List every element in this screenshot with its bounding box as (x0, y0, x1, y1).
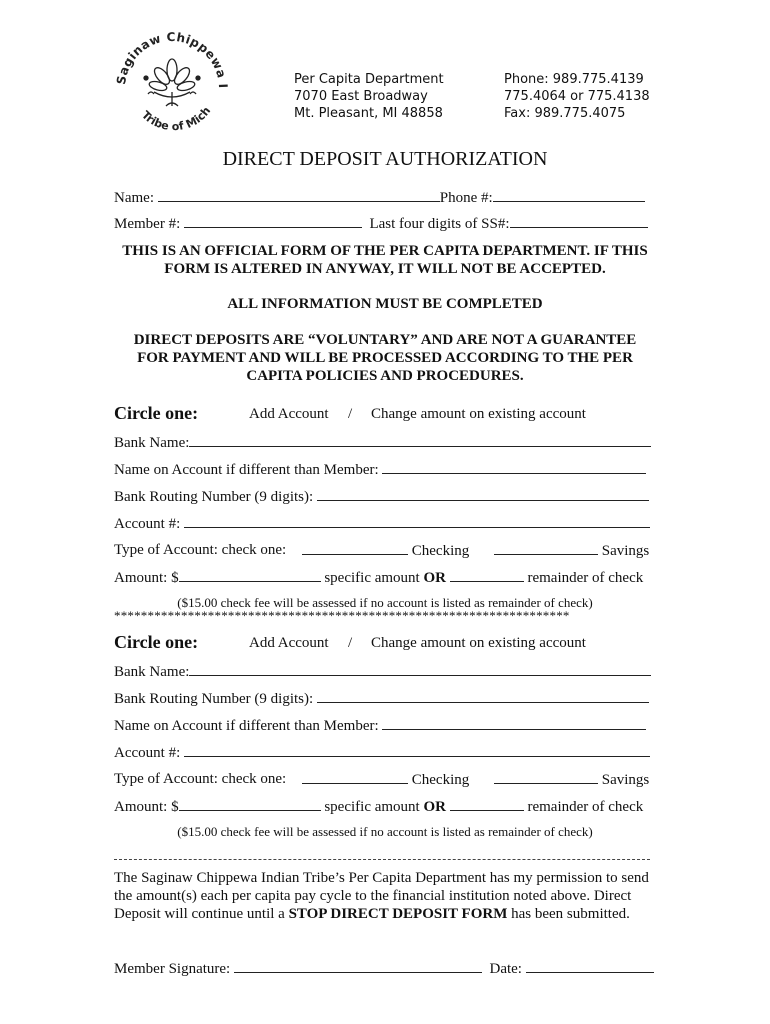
account-type-label: Type of Account: check one: (114, 771, 287, 787)
name-label: Name: (114, 190, 154, 206)
savings-label: Savings (601, 772, 650, 788)
account-type-row (114, 541, 286, 559)
bank-name-row (114, 433, 651, 452)
bank-name-field[interactable] (189, 433, 651, 447)
official-notice-line: FORM IS ALTERED IN ANYWAY, IT WILL NOT BE ACCEPTED. (164, 261, 606, 277)
routing-label: Bank Routing Number (9 digits): (114, 691, 314, 707)
contact-line: Fax: 989.775.4075 (504, 106, 626, 121)
ss-label: Last four digits of SS#: (369, 216, 510, 232)
all-info-notice: ALL INFORMATION MUST BE COMPLETED (227, 296, 543, 312)
add-account-option[interactable]: Add Account (249, 406, 329, 422)
authorization-line (114, 905, 630, 923)
name-on-account-row (114, 716, 646, 735)
circle-one-label: Circle one: (114, 403, 199, 423)
amount-label: Amount: $ (114, 799, 179, 815)
voluntary-notice-line: FOR PAYMENT AND WILL BE PROCESSED ACCORDING TO THE PER (137, 350, 633, 366)
bank-name-field[interactable] (189, 662, 651, 676)
fee-note: ($15.00 check fee will be assessed if no account is listed as remainder of check) (177, 824, 593, 839)
contact-line: Phone: 989.775.4139 (504, 72, 644, 87)
change-amount-option[interactable]: Change amount on existing account (371, 635, 586, 651)
remainder-label: remainder of check (527, 570, 644, 586)
routing-field[interactable] (317, 487, 649, 501)
date-label: Date: (489, 961, 522, 977)
account-number-field[interactable] (184, 514, 650, 528)
fee-note: ($15.00 check fee will be assessed if no account is listed as remainder of check) (177, 595, 593, 610)
phone-label: Phone #: (439, 190, 493, 206)
specific-amount-label: specific amount (324, 799, 420, 815)
name-on-account-field[interactable] (382, 716, 646, 730)
seal-text-top: Saginaw Chippewa I (114, 29, 231, 89)
voluntary-notice-line: DIRECT DEPOSITS ARE “VOLUNTARY” AND ARE NOT A GUARANTEE (133, 332, 637, 348)
date-field[interactable] (526, 959, 654, 973)
stop-form-name: STOP DIRECT DEPOSIT FORM (288, 906, 508, 922)
amount-row (114, 568, 643, 587)
amount-label: Amount: $ (114, 570, 179, 586)
change-amount-option[interactable]: Change amount on existing account (371, 406, 586, 422)
or-label: OR (423, 570, 446, 586)
circle-one-label: Circle one: (114, 632, 199, 652)
contact-line: 775.4064 or 775.4138 (504, 89, 650, 104)
tribe-seal-logo (107, 18, 237, 148)
routing-label: Bank Routing Number (9 digits): (114, 489, 314, 505)
savings-option[interactable] (494, 541, 649, 560)
dashed-divider (114, 859, 650, 860)
star-separator: ******************************************************************** (114, 608, 570, 623)
remainder-field[interactable] (450, 797, 524, 811)
amount-field[interactable] (179, 797, 321, 811)
savings-mark-field[interactable] (494, 541, 598, 555)
checking-option[interactable] (302, 541, 469, 560)
checking-mark-field[interactable] (302, 541, 408, 555)
official-notice-line: THIS IS AN OFFICIAL FORM OF THE PER CAPITA DEPARTMENT. IF THIS (122, 243, 648, 259)
department-contact (504, 71, 650, 122)
routing-row (114, 487, 649, 506)
or-label: OR (423, 799, 446, 815)
member-number-label: Member #: (114, 216, 181, 232)
signature-row (114, 959, 654, 978)
savings-mark-field[interactable] (494, 770, 598, 784)
member-name-row (114, 188, 645, 207)
form-title: DIRECT DEPOSIT AUTHORIZATION (222, 148, 548, 170)
address-line: 7070 East Broadway (294, 89, 428, 104)
name-on-account-label: Name on Account if different than Member: (114, 718, 379, 734)
account-type-row (114, 770, 286, 788)
checking-label: Checking (411, 772, 470, 788)
add-account-option[interactable]: Add Account (249, 635, 329, 651)
routing-row (114, 689, 649, 708)
account-number-label: Account #: (114, 745, 181, 761)
name-field[interactable] (158, 188, 440, 202)
amount-row (114, 797, 643, 816)
seal-text-bottom: Tribe of Mich (139, 104, 214, 134)
authorization-line: The Saginaw Chippewa Indian Tribe’s Per Capita Department has my permission to send (114, 870, 649, 886)
account-type-label: Type of Account: check one: (114, 542, 287, 558)
checking-label: Checking (411, 543, 470, 559)
remainder-field[interactable] (450, 568, 524, 582)
option-separator: / (348, 635, 353, 651)
authorization-text: Deposit will continue until a (114, 906, 289, 922)
account-number-label: Account #: (114, 516, 181, 532)
member-signature-field[interactable] (234, 959, 482, 973)
account-number-row (114, 514, 650, 533)
savings-label: Savings (601, 543, 650, 559)
option-separator: / (348, 406, 353, 422)
ss-field[interactable] (510, 214, 648, 228)
member-number-row (114, 214, 648, 233)
amount-field[interactable] (179, 568, 321, 582)
member-number-field[interactable] (184, 214, 362, 228)
name-on-account-row (114, 460, 646, 479)
phone-field[interactable] (493, 188, 645, 202)
routing-field[interactable] (317, 689, 649, 703)
address-line: Per Capita Department (294, 72, 444, 87)
address-line: Mt. Pleasant, MI 48858 (294, 106, 443, 121)
bank-name-row (114, 662, 651, 681)
checking-option[interactable] (302, 770, 469, 789)
member-signature-label: Member Signature: (114, 961, 231, 977)
voluntary-notice-line: CAPITA POLICIES AND PROCEDURES. (246, 368, 524, 384)
authorization-line: the amount(s) each per capita pay cycle to the financial institution noted above. Direct (114, 888, 632, 904)
name-on-account-label: Name on Account if different than Member: (114, 462, 379, 478)
account-number-field[interactable] (184, 743, 650, 757)
savings-option[interactable] (494, 770, 649, 789)
bank-name-label: Bank Name: (114, 435, 190, 451)
department-address (294, 71, 444, 122)
bank-name-label: Bank Name: (114, 664, 190, 680)
checking-mark-field[interactable] (302, 770, 408, 784)
remainder-label: remainder of check (527, 799, 644, 815)
authorization-text: has been submitted. (507, 906, 630, 922)
specific-amount-label: specific amount (324, 570, 420, 586)
account-number-row (114, 743, 650, 762)
name-on-account-field[interactable] (382, 460, 646, 474)
